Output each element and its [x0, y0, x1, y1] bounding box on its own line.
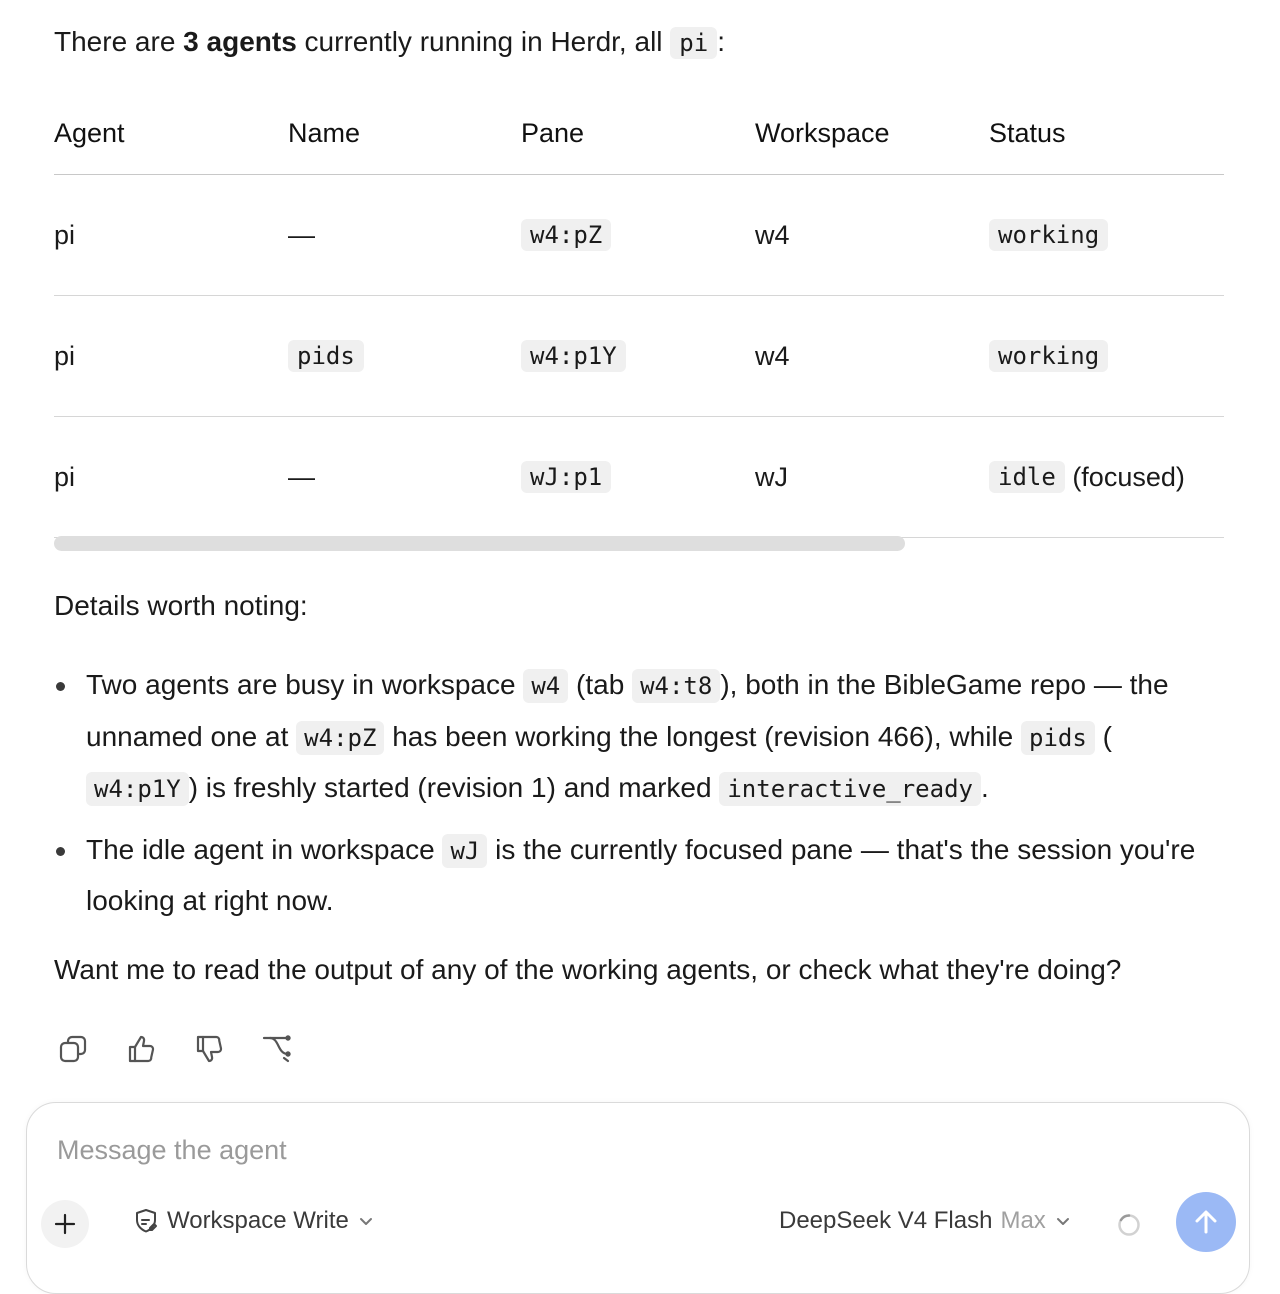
chevron-down-icon — [1054, 1212, 1072, 1230]
inline-text: ), both in the BibleGame repo — the unnamed one at — [86, 669, 1169, 752]
table-row — [54, 296, 1224, 417]
table-header-row — [54, 98, 1224, 175]
details-list — [54, 660, 1224, 936]
cell-status — [989, 417, 1185, 537]
header-agent: Agent — [54, 118, 125, 148]
cell-text: wJ — [755, 461, 788, 492]
inline-code: w4 — [523, 669, 568, 703]
list-item — [54, 825, 1224, 926]
cell-workspace — [755, 175, 790, 295]
cell-workspace — [755, 417, 788, 537]
status-note: (focused) — [1072, 461, 1185, 492]
header-name: Name — [288, 118, 361, 148]
inline-text: The idle agent in workspace — [86, 833, 443, 865]
cell-text: pi — [54, 219, 76, 250]
cell-pane — [521, 417, 611, 537]
table-row — [54, 175, 1224, 296]
shield-edit-icon — [133, 1208, 159, 1234]
chevron-down-icon — [357, 1212, 375, 1230]
inline-code: w4:p1Y — [86, 772, 189, 806]
model-selector[interactable] — [779, 1207, 1072, 1235]
inline-code: pids — [1021, 721, 1095, 755]
cell-text: — — [288, 219, 315, 250]
header-pane: Pane — [521, 118, 585, 148]
arrow-up-icon — [1191, 1207, 1221, 1237]
thumbs-down-icon[interactable] — [190, 1030, 228, 1068]
code-chip: w4:pZ — [521, 219, 611, 251]
header-status: Status — [989, 118, 1066, 148]
model-tier: Max — [1000, 1207, 1046, 1234]
cell-text: w4 — [755, 219, 790, 250]
inline-code: interactive_ready — [719, 772, 981, 806]
cell-pane — [521, 296, 626, 416]
inline-text: . — [980, 772, 989, 803]
cell-text: pi — [54, 340, 76, 371]
cell-agent — [54, 175, 75, 295]
code-chip: idle — [989, 461, 1065, 493]
model-name: DeepSeek V4 Flash — [779, 1207, 993, 1234]
cell-agent — [54, 417, 75, 537]
message-composer — [26, 1102, 1250, 1294]
loading-spinner-icon — [1117, 1213, 1141, 1237]
inline-text: ( — [1094, 720, 1112, 752]
cell-name — [288, 175, 315, 295]
mode-selector[interactable] — [133, 1207, 375, 1235]
intro-bold: 3 agents — [183, 26, 297, 57]
cell-text: pi — [54, 461, 76, 492]
message-actions — [54, 1030, 296, 1068]
intro-text — [54, 22, 725, 63]
table-row — [54, 417, 1224, 538]
thumbs-up-icon[interactable] — [122, 1030, 160, 1068]
code-chip: working — [989, 219, 1108, 251]
table-horizontal-scrollbar[interactable] — [54, 536, 905, 551]
cell-status — [989, 175, 1108, 295]
list-item — [54, 660, 1224, 815]
inline-text: (tab — [568, 669, 633, 700]
intro-post: currently running in Herdr, all — [296, 26, 671, 57]
inline-text: is the currently focused pane — that's the session you're looking at right now. — [86, 833, 1196, 916]
code-chip: wJ:p1 — [521, 461, 611, 493]
inline-text: ) is freshly started (revision 1) and marked — [188, 772, 720, 803]
cell-status — [989, 296, 1108, 416]
inline-text: Two agents are busy in workspace — [86, 669, 524, 700]
intro-end: : — [717, 26, 725, 57]
branch-icon[interactable] — [258, 1030, 296, 1068]
mode-label: Workspace Write — [167, 1207, 349, 1234]
details-heading: Details worth noting: — [54, 590, 308, 621]
cell-text: — — [288, 461, 315, 492]
cell-workspace — [755, 296, 790, 416]
inline-code: w4:t8 — [632, 669, 720, 703]
code-chip: working — [989, 340, 1108, 372]
intro-pre: There are — [54, 26, 184, 57]
cell-pane — [521, 175, 611, 295]
plus-icon — [53, 1212, 77, 1236]
cell-text: w4 — [755, 340, 790, 371]
inline-code: wJ — [442, 834, 487, 868]
code-chip: pids — [288, 340, 364, 372]
add-attachment-button[interactable] — [41, 1200, 89, 1248]
inline-text: has been working the longest (revision 466), while — [384, 720, 1021, 752]
intro-code: pi — [670, 27, 717, 59]
inline-code: w4:pZ — [296, 721, 384, 755]
send-button[interactable] — [1176, 1192, 1236, 1252]
cell-agent — [54, 296, 75, 416]
cell-name — [288, 417, 315, 537]
header-workspace: Workspace — [755, 118, 890, 148]
copy-icon[interactable] — [54, 1030, 92, 1068]
code-chip: w4:p1Y — [521, 340, 626, 372]
cell-name — [288, 296, 364, 416]
follow-up-question: Want me to read the output of any of the working agents, or check what they're doing? — [54, 954, 1122, 985]
agents-table — [54, 98, 1224, 538]
message-input[interactable] — [55, 1127, 1159, 1173]
